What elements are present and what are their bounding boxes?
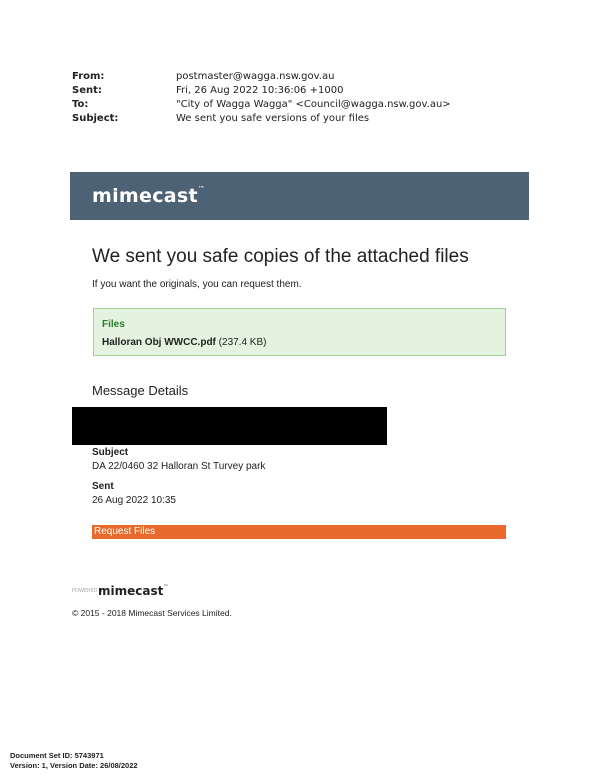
- document-version: Version: 1, Version Date: 26/08/2022: [10, 761, 138, 770]
- document-id: [10, 751, 138, 771]
- from-value: postmaster@wagga.nsw.gov.au: [176, 71, 335, 82]
- trademark-mark: ™: [197, 185, 206, 193]
- powered-by-text: POWERED BY: [72, 588, 106, 594]
- to-label: To:: [72, 99, 89, 110]
- details-subject-label: Subject: [92, 447, 129, 458]
- page-title: We sent you safe copies of the attached files: [92, 246, 469, 267]
- sent-label: Sent:: [72, 85, 102, 96]
- details-sent-label: Sent: [92, 481, 114, 492]
- email-header: [72, 70, 451, 126]
- mimecast-banner: [70, 172, 529, 220]
- request-files-label[interactable]: Request Files: [94, 526, 156, 537]
- details-sent-value: 26 Aug 2022 10:35: [92, 495, 176, 506]
- footer-logo-text: mimecast: [98, 584, 164, 598]
- mimecast-logo-text: mimecast: [92, 185, 198, 207]
- document-set-id: Document Set ID: 5743971: [10, 751, 104, 760]
- from-label: From:: [72, 71, 105, 82]
- copyright-text: © 2015 - 2018 Mimecast Services Limited.: [72, 608, 232, 618]
- footer-mimecast-logo: [98, 584, 168, 598]
- redaction-block: [72, 407, 387, 445]
- files-title: Files: [102, 319, 125, 330]
- details-subject-value: DA 22/0460 32 Halloran St Turvey park: [92, 461, 266, 472]
- footer-trademark-mark: ™: [163, 584, 169, 590]
- request-files-button[interactable]: [92, 525, 506, 539]
- subject-value: We sent you safe versions of your files: [176, 113, 370, 124]
- to-value: "City of Wagga Wagga" <Council@wagga.nsw.gov.au>: [176, 99, 451, 110]
- file-name[interactable]: Halloran Obj WWCC.pdf: [102, 337, 216, 348]
- file-item[interactable]: [102, 337, 266, 348]
- message-details-title: Message Details: [92, 383, 189, 398]
- mimecast-logo: [92, 185, 205, 207]
- file-size: (237.4 KB): [218, 337, 267, 348]
- page-subtitle: If you want the originals, you can request them.: [92, 279, 302, 290]
- sent-value: Fri, 26 Aug 2022 10:36:06 +1000: [176, 85, 344, 96]
- files-panel: [93, 308, 506, 356]
- subject-label: Subject:: [72, 113, 119, 124]
